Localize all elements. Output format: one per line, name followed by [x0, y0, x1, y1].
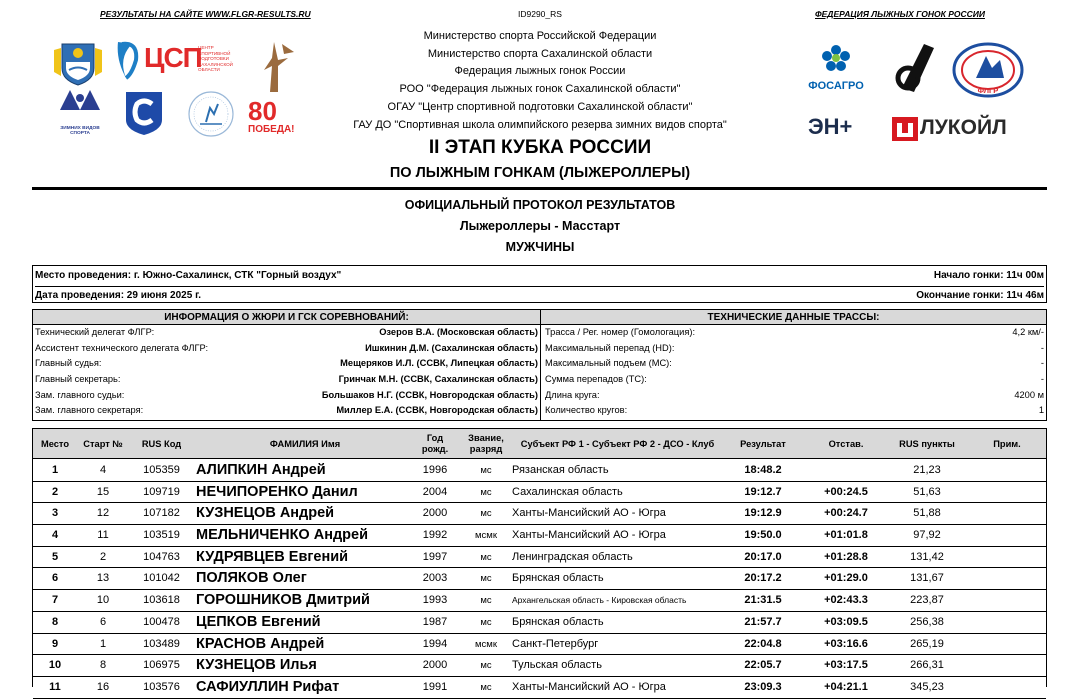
cell-gap: +02:43.3 — [824, 594, 868, 607]
cell-place: 10 — [48, 659, 62, 672]
track-row — [543, 372, 1046, 388]
cell-gap: +04:21.1 — [824, 680, 868, 693]
cell-region: Тульская область — [512, 659, 602, 672]
table-row — [33, 677, 1046, 699]
cell-note — [967, 460, 1047, 482]
cell-result: 22:05.7 — [744, 659, 782, 672]
cell-start-number: 16 — [96, 680, 110, 693]
cell-result: 20:17.0 — [744, 550, 782, 563]
cell-region: Ханты-Мансийский АО - Югра — [512, 507, 666, 520]
en-plus-logo — [808, 114, 874, 144]
cell-athlete-name: ЦЕПКОВ Евгений — [196, 613, 321, 630]
cell-points: 131,42 — [910, 550, 944, 563]
jury-person: Мещеряков И.Л. (ССВК, Липецкая область) — [340, 358, 538, 369]
winter-sports-school-caption: ЗИМНИХ ВИДОВ СПОРТА — [60, 126, 100, 136]
cell-place: 6 — [51, 572, 59, 585]
victory-80-word: ПОБЕДА! — [248, 124, 295, 135]
cell-note — [967, 503, 1047, 525]
col-year: Год рожд. — [421, 433, 449, 454]
cell-start-number: 15 — [96, 485, 110, 498]
track-header: ТЕХНИЧЕСКИЕ ДАННЫЕ ТРАССЫ: — [541, 310, 1046, 325]
csp-logo-text: ЦСП — [144, 42, 202, 73]
cell-athlete-name: КРАСНОВ Андрей — [196, 635, 325, 652]
cell-place: 9 — [51, 637, 59, 650]
results-table-header — [33, 429, 1046, 459]
cell-rus-code: 103489 — [143, 637, 180, 650]
track-row — [543, 325, 1046, 341]
venue-box — [32, 265, 1047, 303]
cell-start-number: 2 — [99, 550, 107, 563]
flgr-badge-logo — [952, 42, 1024, 100]
cell-place: 1 — [51, 464, 59, 476]
track-param: Трасса / Рег. номер (Гомологация): — [545, 327, 696, 337]
organizer-line: РОО "Федерация лыжных гонок Сахалинской области" — [399, 83, 681, 96]
cell-rank: мс — [480, 486, 492, 498]
cell-rank: мс — [480, 508, 492, 520]
cell-athlete-name: АЛИПКИН Андрей — [196, 462, 326, 478]
cell-rus-code: 101042 — [143, 572, 180, 585]
col-rank: Звание, разряд — [468, 433, 504, 454]
jury-row — [33, 403, 540, 419]
jury-row — [33, 356, 540, 372]
cell-birth-year: 2004 — [422, 485, 448, 498]
table-row — [33, 460, 1046, 482]
phosagro-logo-text: ФОСАГРО — [808, 80, 864, 92]
cell-result: 23:09.3 — [744, 680, 782, 693]
cell-gap: +00:24.5 — [824, 485, 868, 498]
track-param: Максимальный подъем (MC): — [545, 358, 672, 369]
cell-region: Ленинградская область — [512, 550, 633, 563]
col-region: Субъект РФ 1 - Субъект РФ 2 - ДСО - Клуб — [520, 438, 715, 449]
cell-birth-year: 1997 — [422, 550, 448, 563]
cell-place: 8 — [51, 615, 59, 628]
table-row — [33, 525, 1046, 547]
cell-rus-code: 106975 — [143, 659, 180, 672]
jury-person: Озеров В.А. (Московская область) — [379, 327, 538, 337]
cell-result: 19:12.7 — [744, 485, 782, 498]
race-start-time: Начало гонки: 11ч 00м — [933, 270, 1044, 281]
results-table-body — [33, 460, 1046, 699]
cell-birth-year: 1996 — [422, 464, 448, 476]
cell-athlete-name: ГОРОШНИКОВ Дмитрий — [196, 592, 370, 609]
cell-birth-year: 1991 — [422, 680, 448, 693]
track-value: 1 — [1038, 405, 1044, 416]
cell-birth-year: 1994 — [422, 637, 448, 650]
track-row — [543, 356, 1046, 372]
track-param: Количество кругов: — [545, 405, 628, 416]
cell-rus-code: 105359 — [143, 464, 180, 476]
flgr-badge-text: ФЛГР — [977, 86, 999, 95]
cell-note — [967, 525, 1047, 547]
category-title: МУЖЧИНЫ — [505, 240, 575, 254]
venue-date: Дата проведения: 29 июня 2025 г. — [35, 290, 202, 301]
header-divider — [32, 187, 1047, 190]
cell-birth-year: 1993 — [422, 594, 448, 607]
cell-athlete-name: САФИУЛЛИН Рифат — [196, 678, 340, 695]
cell-points: 266,31 — [910, 659, 944, 672]
cell-points: 131,67 — [910, 572, 944, 585]
jury-person: Миллер Е.А. (ССВК, Новгородская область) — [336, 405, 538, 416]
cell-note — [967, 655, 1047, 677]
jury-role: Зам. главного секретаря: — [35, 405, 144, 416]
cell-region: Сахалинская область — [512, 485, 623, 498]
cell-result: 22:04.8 — [744, 637, 782, 650]
results-table — [32, 428, 1047, 695]
protocol-title: ОФИЦИАЛЬНЫЙ ПРОТОКОЛ РЕЗУЛЬТАТОВ — [404, 198, 676, 212]
jury-row — [33, 388, 540, 404]
jury-row — [33, 341, 540, 357]
lukoil-logo-text: ЛУКОЙЛ — [920, 116, 1007, 139]
cell-note — [967, 568, 1047, 590]
col-start: Старт № — [83, 438, 123, 449]
csp-logo — [114, 38, 239, 84]
phosagro-logo — [796, 40, 876, 100]
cell-region: Брянская область — [512, 572, 604, 585]
cell-result: 21:57.7 — [744, 615, 782, 628]
cell-region: Рязанская область — [512, 464, 609, 476]
cell-rus-code: 109719 — [143, 485, 180, 498]
cell-region: Архангельская область - Кировская область — [512, 595, 687, 606]
cell-rank: мс — [480, 681, 492, 693]
cell-athlete-name: КУЗНЕЦОВ Илья — [196, 657, 317, 674]
event-title: II ЭТАП КУБКА РОССИИ — [428, 137, 652, 158]
track-param: Сумма перепадов (TC): — [545, 374, 647, 385]
victory-80-logo — [248, 40, 300, 136]
cell-points: 21,23 — [913, 464, 941, 476]
cell-result: 21:31.5 — [744, 594, 782, 607]
ski-federation-round-logo — [184, 90, 238, 138]
col-name: ФАМИЛИЯ Имя — [269, 438, 341, 449]
table-row — [33, 503, 1046, 525]
cell-note — [967, 612, 1047, 634]
cell-gap: +03:17.5 — [824, 659, 868, 672]
cell-note — [967, 590, 1047, 612]
table-row — [33, 655, 1046, 677]
cell-note — [967, 634, 1047, 656]
cell-note — [967, 547, 1047, 569]
cell-rank: мс — [480, 573, 492, 585]
jury-list — [33, 325, 541, 420]
venue-place: Место проведения: г. Южно-Сахалинск, СТК "Горный воздух" — [35, 270, 342, 281]
col-points: RUS пункты — [899, 438, 955, 449]
vivium-logo — [894, 42, 940, 98]
event-subtitle: ПО ЛЫЖНЫМ ГОНКАМ (ЛЫЖЕРОЛЛЕРЫ) — [389, 165, 691, 181]
jury-role: Ассистент технического делегата ФЛГР: — [35, 342, 209, 353]
table-row — [33, 634, 1046, 656]
cell-start-number: 12 — [96, 507, 110, 520]
jury-row — [33, 372, 540, 388]
cell-birth-year: 2000 — [422, 507, 448, 520]
table-row — [33, 590, 1046, 612]
discipline-title: Лыжероллеры - Масстарт — [459, 219, 621, 233]
cell-place: 2 — [51, 485, 59, 498]
cell-rank: мсмк — [475, 638, 497, 650]
cell-start-number: 4 — [99, 464, 107, 476]
track-list — [543, 325, 1046, 420]
cell-athlete-name: ПОЛЯКОВ Олег — [196, 570, 307, 587]
en-plus-logo-text: ЭН+ — [808, 114, 853, 139]
cell-athlete-name: КУДРЯВЦЕВ Евгений — [196, 548, 349, 565]
results-site-link[interactable]: РЕЗУЛЬТАТЫ НА САЙТЕ WWW.FLGR-RESULTS.RU — [100, 9, 311, 19]
cell-athlete-name: НЕЧИПОРЕНКО Данил — [196, 483, 358, 500]
track-row — [543, 341, 1046, 357]
track-value: - — [1040, 374, 1044, 385]
table-row — [33, 612, 1046, 634]
cell-birth-year: 2000 — [422, 659, 448, 672]
cell-rank: мс — [480, 595, 492, 607]
cell-rank: мс — [480, 616, 492, 628]
cell-rus-code: 103618 — [143, 594, 180, 607]
organizer-line: Министерство спорта Сахалинской области — [427, 47, 653, 60]
cell-place: 5 — [51, 550, 59, 563]
jury-track-box — [32, 309, 1047, 421]
track-value: 4,2 км/- — [1012, 327, 1044, 337]
organizers-list — [330, 28, 750, 134]
cell-start-number: 1 — [99, 637, 107, 650]
col-gap: Отстав. — [828, 438, 864, 449]
cell-place: 7 — [51, 594, 59, 607]
track-param: Длина круга: — [545, 389, 600, 400]
cell-rank: мс — [480, 551, 492, 563]
jury-header: ИНФОРМАЦИЯ О ЖЮРИ И ГСК СОРЕВНОВАНИЙ: — [33, 310, 541, 325]
cell-rus-code: 104763 — [143, 550, 180, 563]
cell-gap: +03:09.5 — [824, 615, 868, 628]
cell-rus-code: 103519 — [143, 529, 180, 542]
cell-athlete-name: МЕЛЬНИЧЕНКО Андрей — [196, 527, 368, 544]
col-note: Прим. — [993, 438, 1021, 449]
race-end-time: Окончание гонки: 11ч 46м — [916, 290, 1044, 301]
sakhalin-coat-of-arms-logo — [52, 40, 104, 86]
document-id: ID9290_RS — [518, 9, 562, 19]
jury-row — [33, 325, 540, 341]
cell-note — [967, 677, 1047, 699]
jury-person: Гринчак М.Н. (ССВК, Сахалинская область) — [338, 374, 538, 385]
cell-rank: мс — [480, 660, 492, 672]
track-value: - — [1040, 342, 1044, 353]
cell-start-number: 8 — [99, 659, 107, 672]
cell-place: 3 — [51, 507, 59, 520]
table-row — [33, 547, 1046, 569]
cell-start-number: 10 — [96, 594, 110, 607]
col-code: RUS Код — [141, 438, 182, 449]
cell-region: Санкт-Петербург — [512, 637, 599, 650]
cell-gap: +01:29.0 — [824, 572, 868, 585]
cell-note — [967, 482, 1047, 504]
cell-points: 51,63 — [913, 485, 941, 498]
cell-place: 11 — [49, 680, 61, 693]
jury-role: Технический делегат ФЛГР: — [35, 327, 155, 337]
cell-points: 256,38 — [910, 615, 944, 628]
track-value: - — [1040, 358, 1044, 369]
cell-rank: мс — [480, 465, 492, 476]
cell-place: 4 — [51, 529, 59, 542]
cell-result: 19:12.9 — [744, 507, 782, 520]
cell-points: 265,19 — [910, 637, 944, 650]
track-param: Максимальный перепад (HD): — [545, 342, 675, 353]
organizer-line: Министерство спорта Российской Федерации — [423, 30, 657, 42]
cell-start-number: 13 — [96, 572, 110, 585]
csp-logo-caption: ЦЕНТР СПОРТИВНОЙ ПОДГОТОВКИ САХАЛИНСКОЙ ОБЛАСТИ — [198, 45, 233, 72]
track-value: 4200 м — [1014, 389, 1044, 400]
jury-role: Зам. главного судьи: — [35, 389, 125, 400]
cell-rus-code: 107182 — [143, 507, 180, 520]
cell-region: Ханты-Мансийский АО - Югра — [512, 680, 666, 693]
cell-rank: мсмк — [475, 530, 497, 542]
victory-80-number: 80 — [248, 96, 277, 126]
shield-c-logo — [124, 90, 164, 136]
cell-rus-code: 103576 — [143, 680, 180, 693]
lukoil-logo — [892, 116, 1026, 144]
cell-points: 345,23 — [910, 680, 944, 693]
cell-birth-year: 1992 — [422, 529, 448, 542]
cell-result: 20:17.2 — [744, 572, 782, 585]
cell-result: 18:48.2 — [744, 464, 782, 476]
cell-result: 19:50.0 — [744, 529, 782, 542]
cell-region: Брянская область — [512, 615, 604, 628]
col-result: Результат — [740, 438, 786, 449]
cell-gap: +01:28.8 — [824, 550, 868, 563]
cell-birth-year: 2003 — [422, 572, 448, 585]
jury-role: Главный секретарь: — [35, 374, 121, 385]
cell-points: 97,92 — [913, 529, 941, 542]
cell-start-number: 6 — [99, 615, 107, 628]
track-row — [543, 403, 1046, 419]
organizer-line: ОГАУ "Центр спортивной подготовки Сахалинской области" — [387, 100, 693, 113]
cell-rus-code: 100478 — [143, 615, 180, 628]
track-row — [543, 388, 1046, 404]
organizer-line: Федерация лыжных гонок России — [454, 65, 626, 78]
cell-gap — [805, 460, 887, 482]
cell-birth-year: 1987 — [422, 615, 448, 628]
cell-start-number: 11 — [97, 529, 109, 542]
cell-region: Ханты-Мансийский АО - Югра — [512, 529, 666, 542]
jury-person: Ишкинин Д.М. (Сахалинская область) — [365, 342, 538, 353]
federation-link[interactable]: ФЕДЕРАЦИЯ ЛЫЖНЫХ ГОНОК РОССИИ — [815, 9, 985, 19]
jury-role: Главный судья: — [35, 358, 102, 369]
table-row — [33, 568, 1046, 590]
col-place: Место — [40, 438, 70, 449]
winter-sports-school-logo — [52, 88, 108, 140]
jury-person: Большаков Н.Г. (ССВК, Новгородская область) — [321, 389, 538, 400]
cell-gap: +01:01.8 — [824, 529, 868, 542]
cell-points: 51,88 — [913, 507, 941, 520]
organizer-line: ГАУ ДО "Спортивная школа олимпийского резерва зимних видов спорта" — [353, 118, 727, 131]
cell-athlete-name: КУЗНЕЦОВ Андрей — [196, 505, 335, 522]
cell-gap: +03:16.6 — [824, 637, 868, 650]
cell-points: 223,87 — [910, 594, 944, 607]
table-row — [33, 482, 1046, 504]
cell-gap: +00:24.7 — [824, 507, 868, 520]
